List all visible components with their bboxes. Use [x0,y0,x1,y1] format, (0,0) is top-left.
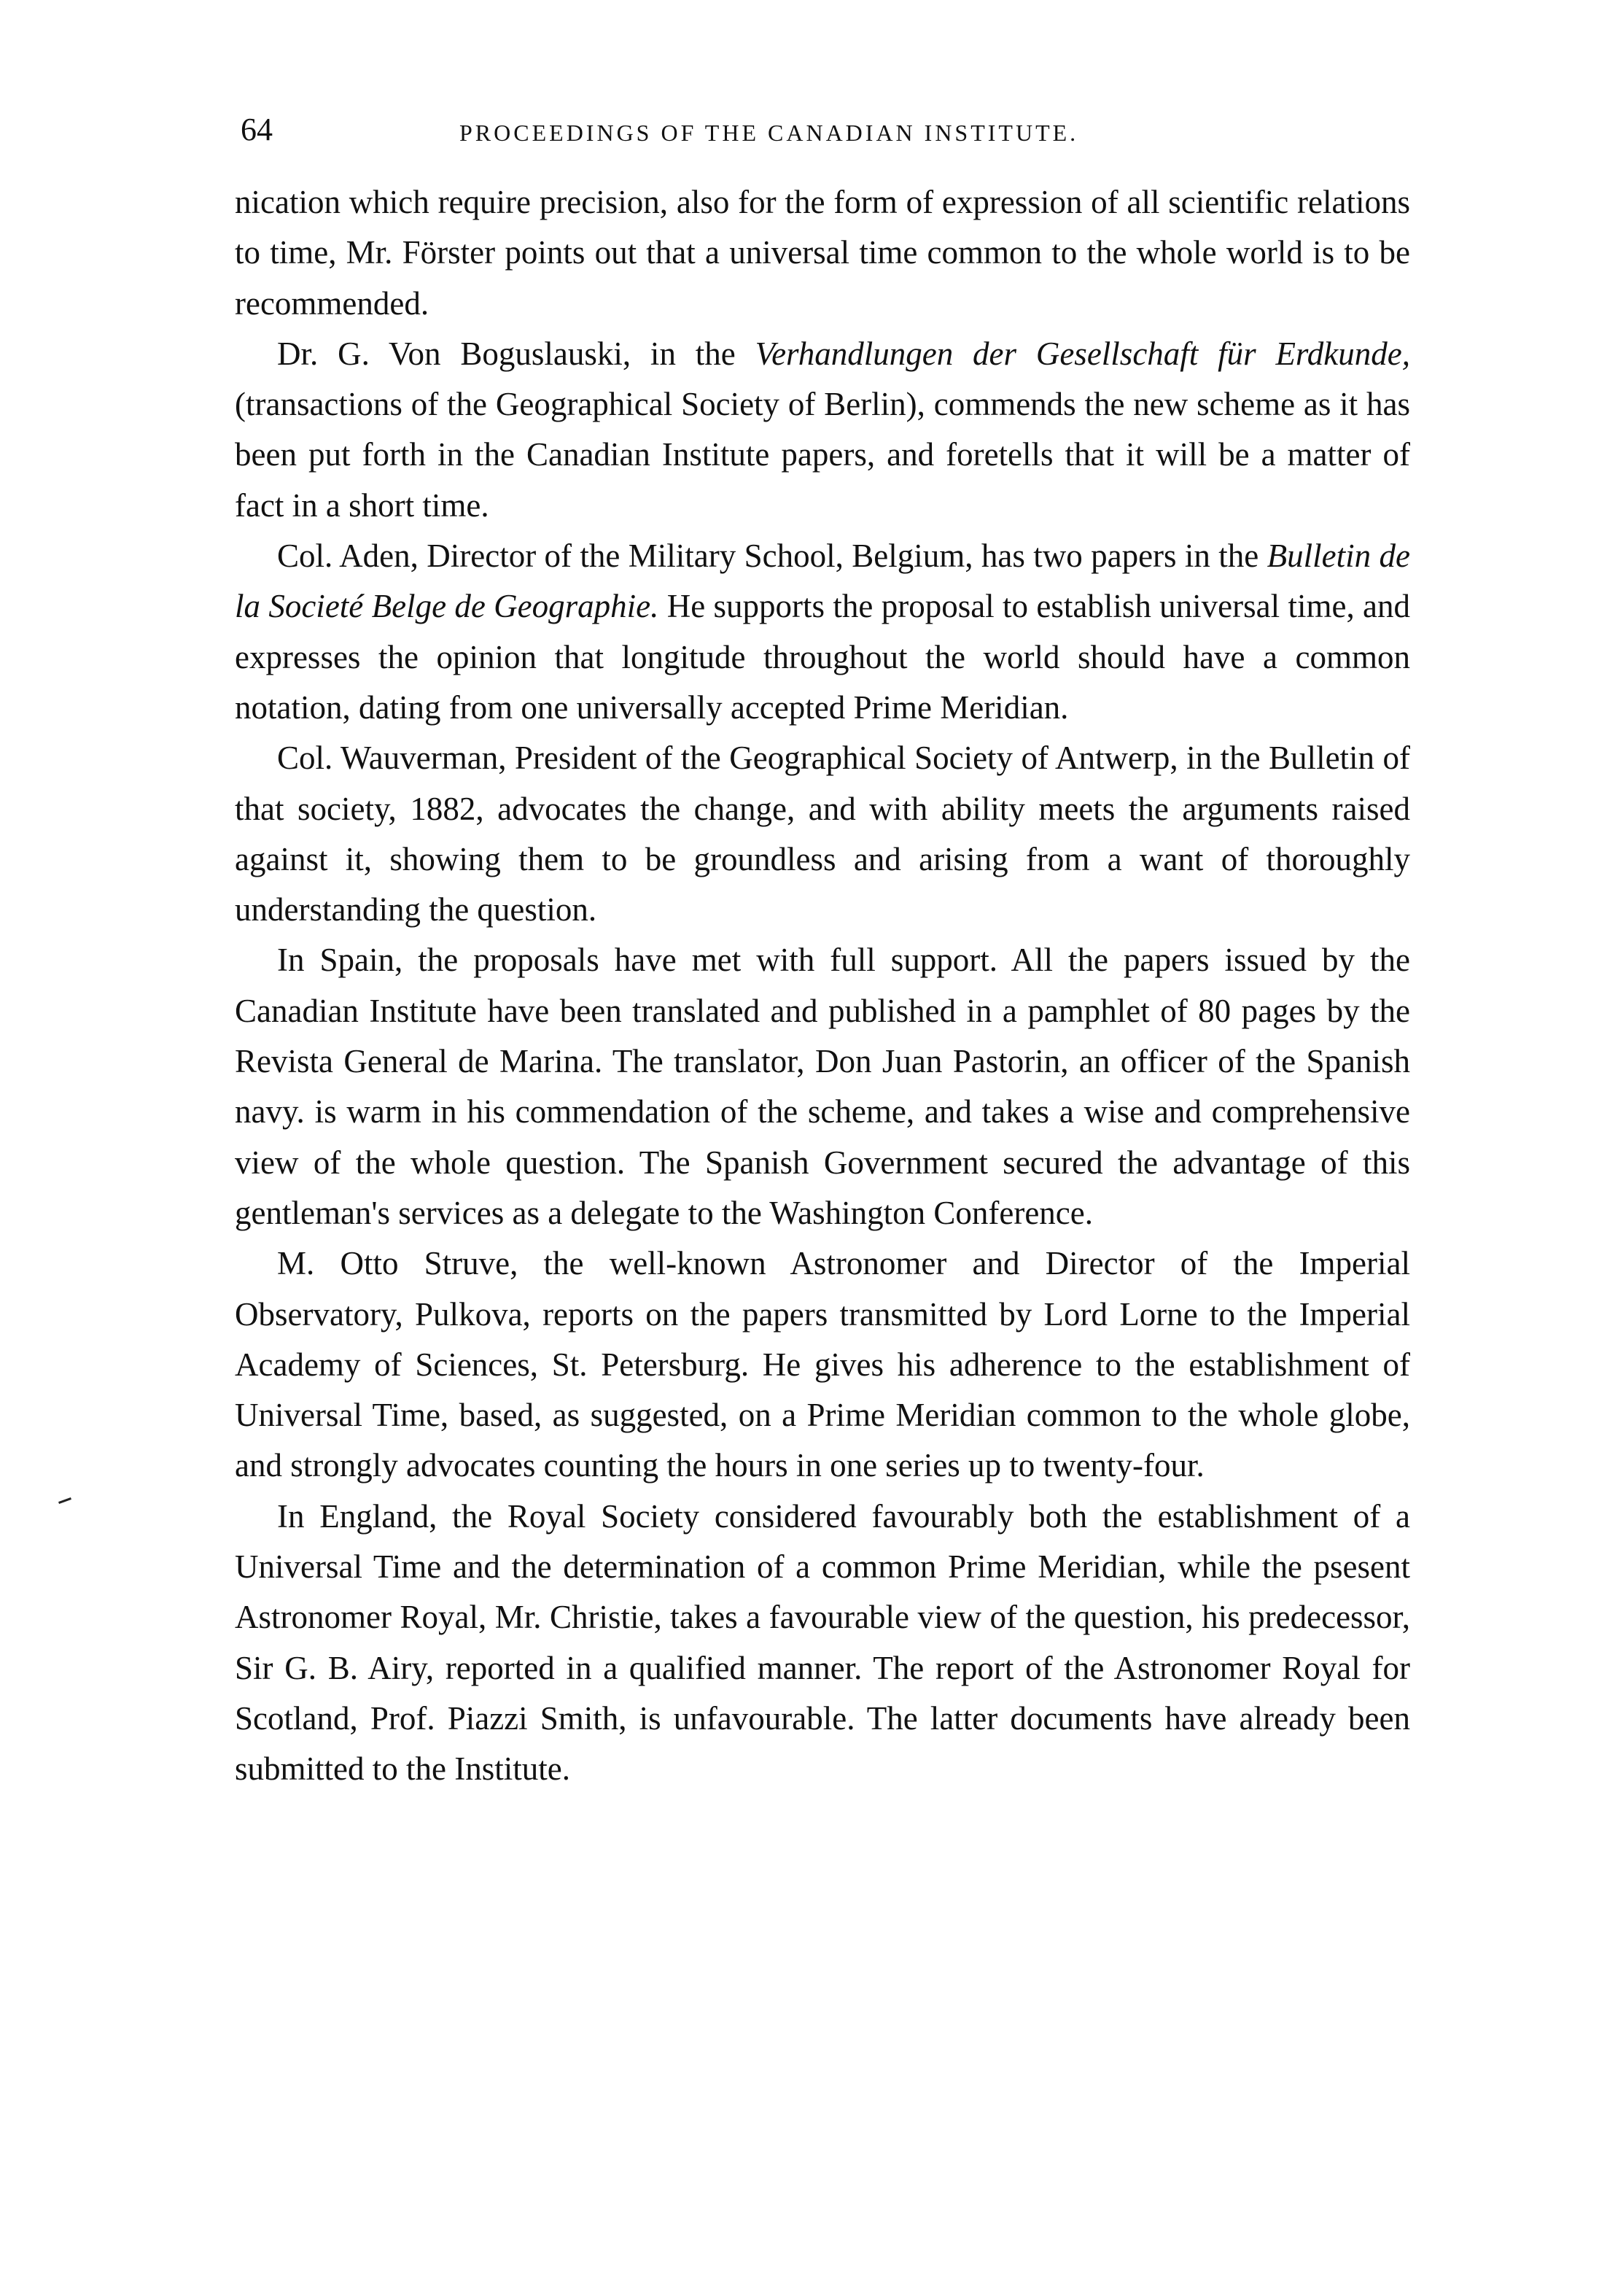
body-text [235,177,1410,1795]
journal-title-belgium: Bulletin de la Societé Belge de Geographie. [235,538,1410,625]
paragraph-aden [235,531,1410,733]
paragraph-wauverman: Col. Wauverman, President of the Geographical Society of Antwerp, in the Bulletin of that society, 1882, advocates the change, and with ability meets the arguments raised against it, showing them to be groundless and arising from a want of thoroughly understanding the question. [235,740,1410,928]
paragraph-text: He supports the proposal to establish universal time, and expresses the opinion that longitude throughout the world should have a common notation, dating from one universally accepted Prime Meridian. [235,588,1410,726]
paragraph-text: Col. Aden, Director of the Military School, Belgium, has two papers in the [277,538,1267,575]
header-title: PROCEEDINGS OF THE CANADIAN INSTITUTE. [459,120,1079,146]
paragraph-struve: M. Otto Struve, the well-known Astronomer and Director of the Imperial Observatory, Pulkova, reports on the papers transmitted by Lord Lorne to the Imperial Academy of Sciences, St. Petersburg. He gives his adherence to the establishment of Universal Time, based, as suggested, on a Prime Meridian common to the whole globe, and strongly advocates counting the hours in one series up to twenty-four. [235,1245,1410,1484]
paragraph-england: In England, the Royal Society considered favourably both the establishment of a Universal Time and the determination of a common Prime Meridian, while the psesent Astronomer Royal, Mr. Christie, takes a favourable view of the question, his predecessor, Sir G. B. Airy, reported in a qualified manner. The report of the Astronomer Royal for Scotland, Prof. Piazzi Smith, is unfavourable. The latter documents have already been submitted to the Institute. [235,1497,1410,1788]
paragraph-continuation: nication which require precision, also for the form of expression of all scientific relations to time, Mr. Förster points out that a universal time common to the whole world is to be recommended. [235,184,1410,322]
journal-title-berlin: Verhandlungen der Gesellschaft für Erdkunde, [755,335,1410,372]
paragraph-text: Dr. G. Von Boguslauski, in the [277,335,755,372]
paragraph-boguslauski [235,329,1410,531]
running-head [241,108,1444,152]
paragraph-text: (transactions of the Geographical Society of Berlin), commends the new scheme as it has been put forth in the Canadian Institute papers, and foretells that it will be a matter of fact in a short time. [235,386,1410,524]
margin-mark [58,1497,71,1504]
paragraph-spain: In Spain, the proposals have met with full support. All the papers issued by the Canadian Institute have been translated and published in a pamphlet of 80 pages by the Revista General de Marina. The translator, Don Juan Pastorin, an officer of the Spanish navy. is warm in his commendation of the scheme, and takes a wise and comprehensive view of the whole question. The Spanish Government secured the advantage of this gentleman's services as a delegate to the Washington Conference. [235,942,1410,1231]
page-number: 64 [241,112,273,147]
